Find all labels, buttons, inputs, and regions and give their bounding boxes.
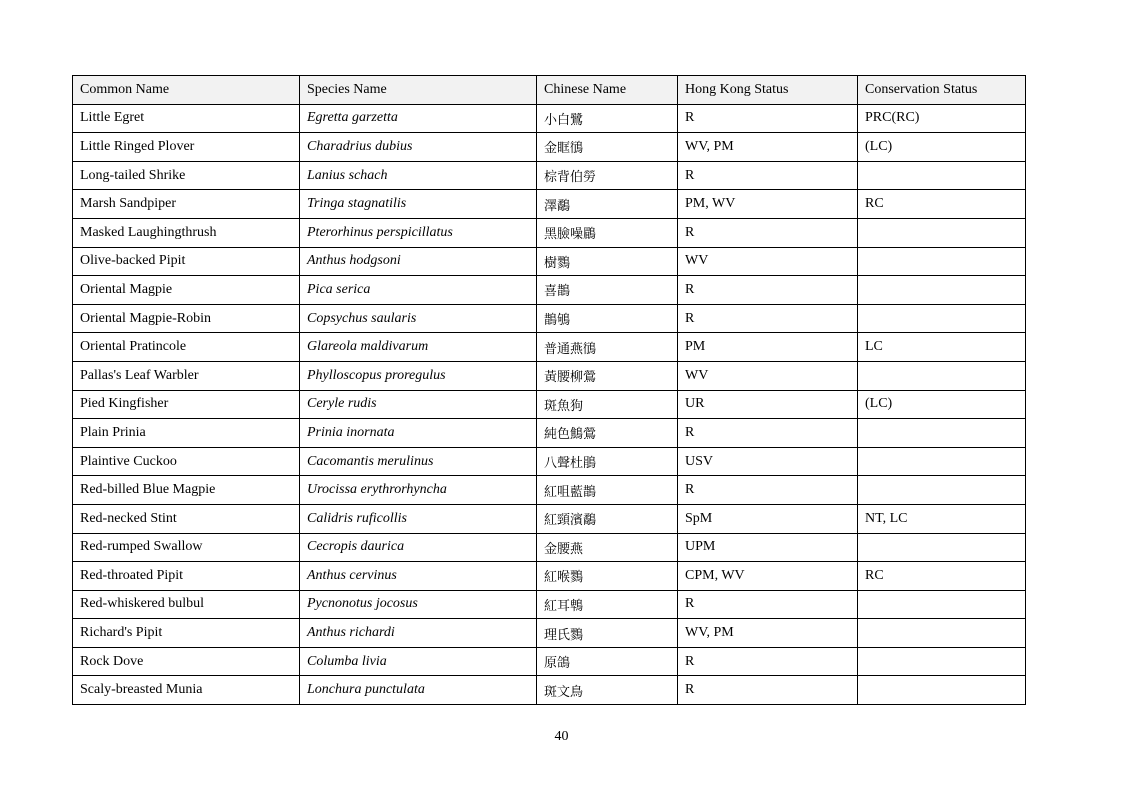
table-body	[73, 104, 1026, 704]
conservation-status-cell: RC	[858, 562, 1026, 591]
chinese-name-cell: 鵲鴝	[537, 304, 678, 333]
header-chinese-name: Chinese Name	[537, 76, 678, 105]
conservation-status-cell: PRC(RC)	[858, 104, 1026, 133]
common-name-cell: Oriental Pratincole	[73, 333, 300, 362]
table-row	[73, 133, 1026, 162]
species-name-cell: Ceryle rudis	[300, 390, 537, 419]
species-name-cell: Pycnonotus jocosus	[300, 590, 537, 619]
species-name-cell: Anthus hodgsoni	[300, 247, 537, 276]
hong-kong-status-cell: WV, PM	[678, 619, 858, 648]
conservation-status-cell	[858, 276, 1026, 305]
species-name-cell: Urocissa erythrorhyncha	[300, 476, 537, 505]
common-name-cell: Plain Prinia	[73, 419, 300, 448]
common-name-cell: Red-throated Pipit	[73, 562, 300, 591]
chinese-name-cell: 八聲杜鵑	[537, 447, 678, 476]
hong-kong-status-cell: UR	[678, 390, 858, 419]
table-row	[73, 504, 1026, 533]
hong-kong-status-cell: UPM	[678, 533, 858, 562]
conservation-status-cell	[858, 304, 1026, 333]
table-row	[73, 276, 1026, 305]
conservation-status-cell	[858, 361, 1026, 390]
species-name-cell: Copsychus saularis	[300, 304, 537, 333]
common-name-cell: Oriental Magpie-Robin	[73, 304, 300, 333]
species-name-cell: Lonchura punctulata	[300, 676, 537, 705]
common-name-cell: Richard's Pipit	[73, 619, 300, 648]
conservation-status-cell	[858, 419, 1026, 448]
table-row	[73, 104, 1026, 133]
table-row	[73, 247, 1026, 276]
hong-kong-status-cell: R	[678, 104, 858, 133]
chinese-name-cell: 金眶鴴	[537, 133, 678, 162]
conservation-status-cell	[858, 476, 1026, 505]
hong-kong-status-cell: R	[678, 276, 858, 305]
species-name-cell: Phylloscopus proregulus	[300, 361, 537, 390]
chinese-name-cell: 喜鵲	[537, 276, 678, 305]
common-name-cell: Olive-backed Pipit	[73, 247, 300, 276]
hong-kong-status-cell: R	[678, 676, 858, 705]
hong-kong-status-cell: PM, WV	[678, 190, 858, 219]
table-row	[73, 390, 1026, 419]
conservation-status-cell: NT, LC	[858, 504, 1026, 533]
hong-kong-status-cell: R	[678, 218, 858, 247]
species-name-cell: Anthus cervinus	[300, 562, 537, 591]
common-name-cell: Marsh Sandpiper	[73, 190, 300, 219]
species-table	[72, 75, 1026, 705]
species-name-cell: Charadrius dubius	[300, 133, 537, 162]
conservation-status-cell: (LC)	[858, 390, 1026, 419]
chinese-name-cell: 紅耳鵯	[537, 590, 678, 619]
chinese-name-cell: 金腰燕	[537, 533, 678, 562]
hong-kong-status-cell: USV	[678, 447, 858, 476]
header-row	[73, 76, 1026, 105]
species-name-cell: Egretta garzetta	[300, 104, 537, 133]
table-row	[73, 304, 1026, 333]
chinese-name-cell: 黃腰柳鶯	[537, 361, 678, 390]
species-name-cell: Lanius schach	[300, 161, 537, 190]
conservation-status-cell: LC	[858, 333, 1026, 362]
common-name-cell: Pallas's Leaf Warbler	[73, 361, 300, 390]
common-name-cell: Long-tailed Shrike	[73, 161, 300, 190]
species-name-cell: Anthus richardi	[300, 619, 537, 648]
common-name-cell: Plaintive Cuckoo	[73, 447, 300, 476]
chinese-name-cell: 棕背伯勞	[537, 161, 678, 190]
header-hong-kong-status: Hong Kong Status	[678, 76, 858, 105]
species-name-cell: Prinia inornata	[300, 419, 537, 448]
common-name-cell: Scaly-breasted Munia	[73, 676, 300, 705]
conservation-status-cell	[858, 647, 1026, 676]
chinese-name-cell: 小白鷺	[537, 104, 678, 133]
common-name-cell: Rock Dove	[73, 647, 300, 676]
chinese-name-cell: 斑魚狗	[537, 390, 678, 419]
table-row	[73, 476, 1026, 505]
table-row	[73, 562, 1026, 591]
common-name-cell: Oriental Magpie	[73, 276, 300, 305]
common-name-cell: Little Ringed Plover	[73, 133, 300, 162]
table-row	[73, 533, 1026, 562]
table-row	[73, 676, 1026, 705]
table-row	[73, 161, 1026, 190]
chinese-name-cell: 純色鷦鶯	[537, 419, 678, 448]
hong-kong-status-cell: R	[678, 647, 858, 676]
hong-kong-status-cell: R	[678, 476, 858, 505]
species-name-cell: Cecropis daurica	[300, 533, 537, 562]
hong-kong-status-cell: WV, PM	[678, 133, 858, 162]
common-name-cell: Little Egret	[73, 104, 300, 133]
header-conservation-status: Conservation Status	[858, 76, 1026, 105]
chinese-name-cell: 理氏鷚	[537, 619, 678, 648]
conservation-status-cell: (LC)	[858, 133, 1026, 162]
chinese-name-cell: 澤鷸	[537, 190, 678, 219]
chinese-name-cell: 樹鷚	[537, 247, 678, 276]
common-name-cell: Red-necked Stint	[73, 504, 300, 533]
table-row	[73, 361, 1026, 390]
common-name-cell: Red-billed Blue Magpie	[73, 476, 300, 505]
conservation-status-cell	[858, 676, 1026, 705]
hong-kong-status-cell: WV	[678, 247, 858, 276]
species-name-cell: Tringa stagnatilis	[300, 190, 537, 219]
page-number: 40	[554, 729, 569, 744]
table-row	[73, 590, 1026, 619]
chinese-name-cell: 原鴿	[537, 647, 678, 676]
chinese-name-cell: 普通燕鴴	[537, 333, 678, 362]
chinese-name-cell: 紅喉鷚	[537, 562, 678, 591]
conservation-status-cell	[858, 447, 1026, 476]
conservation-status-cell	[858, 590, 1026, 619]
table-row	[73, 333, 1026, 362]
species-name-cell: Cacomantis merulinus	[300, 447, 537, 476]
table-row	[73, 447, 1026, 476]
species-name-cell: Pterorhinus perspicillatus	[300, 218, 537, 247]
conservation-status-cell	[858, 533, 1026, 562]
hong-kong-status-cell: R	[678, 590, 858, 619]
chinese-name-cell: 紅咀藍鵲	[537, 476, 678, 505]
conservation-status-cell: RC	[858, 190, 1026, 219]
hong-kong-status-cell: WV	[678, 361, 858, 390]
table-row	[73, 647, 1026, 676]
common-name-cell: Pied Kingfisher	[73, 390, 300, 419]
hong-kong-status-cell: R	[678, 304, 858, 333]
common-name-cell: Masked Laughingthrush	[73, 218, 300, 247]
common-name-cell: Red-rumped Swallow	[73, 533, 300, 562]
hong-kong-status-cell: SpM	[678, 504, 858, 533]
hong-kong-status-cell: PM	[678, 333, 858, 362]
hong-kong-status-cell: R	[678, 419, 858, 448]
conservation-status-cell	[858, 218, 1026, 247]
species-name-cell: Pica serica	[300, 276, 537, 305]
conservation-status-cell	[858, 619, 1026, 648]
species-name-cell: Glareola maldivarum	[300, 333, 537, 362]
species-name-cell: Calidris ruficollis	[300, 504, 537, 533]
chinese-name-cell: 紅頸濱鷸	[537, 504, 678, 533]
hong-kong-status-cell: CPM, WV	[678, 562, 858, 591]
header-species-name: Species Name	[300, 76, 537, 105]
table-header	[73, 76, 1026, 105]
table-row	[73, 218, 1026, 247]
common-name-cell: Red-whiskered bulbul	[73, 590, 300, 619]
species-name-cell: Columba livia	[300, 647, 537, 676]
hong-kong-status-cell: R	[678, 161, 858, 190]
table-row	[73, 419, 1026, 448]
table-row	[73, 190, 1026, 219]
conservation-status-cell	[858, 161, 1026, 190]
table-row	[73, 619, 1026, 648]
chinese-name-cell: 斑文鳥	[537, 676, 678, 705]
chinese-name-cell: 黑臉噪鶥	[537, 218, 678, 247]
conservation-status-cell	[858, 247, 1026, 276]
header-common-name: Common Name	[73, 76, 300, 105]
